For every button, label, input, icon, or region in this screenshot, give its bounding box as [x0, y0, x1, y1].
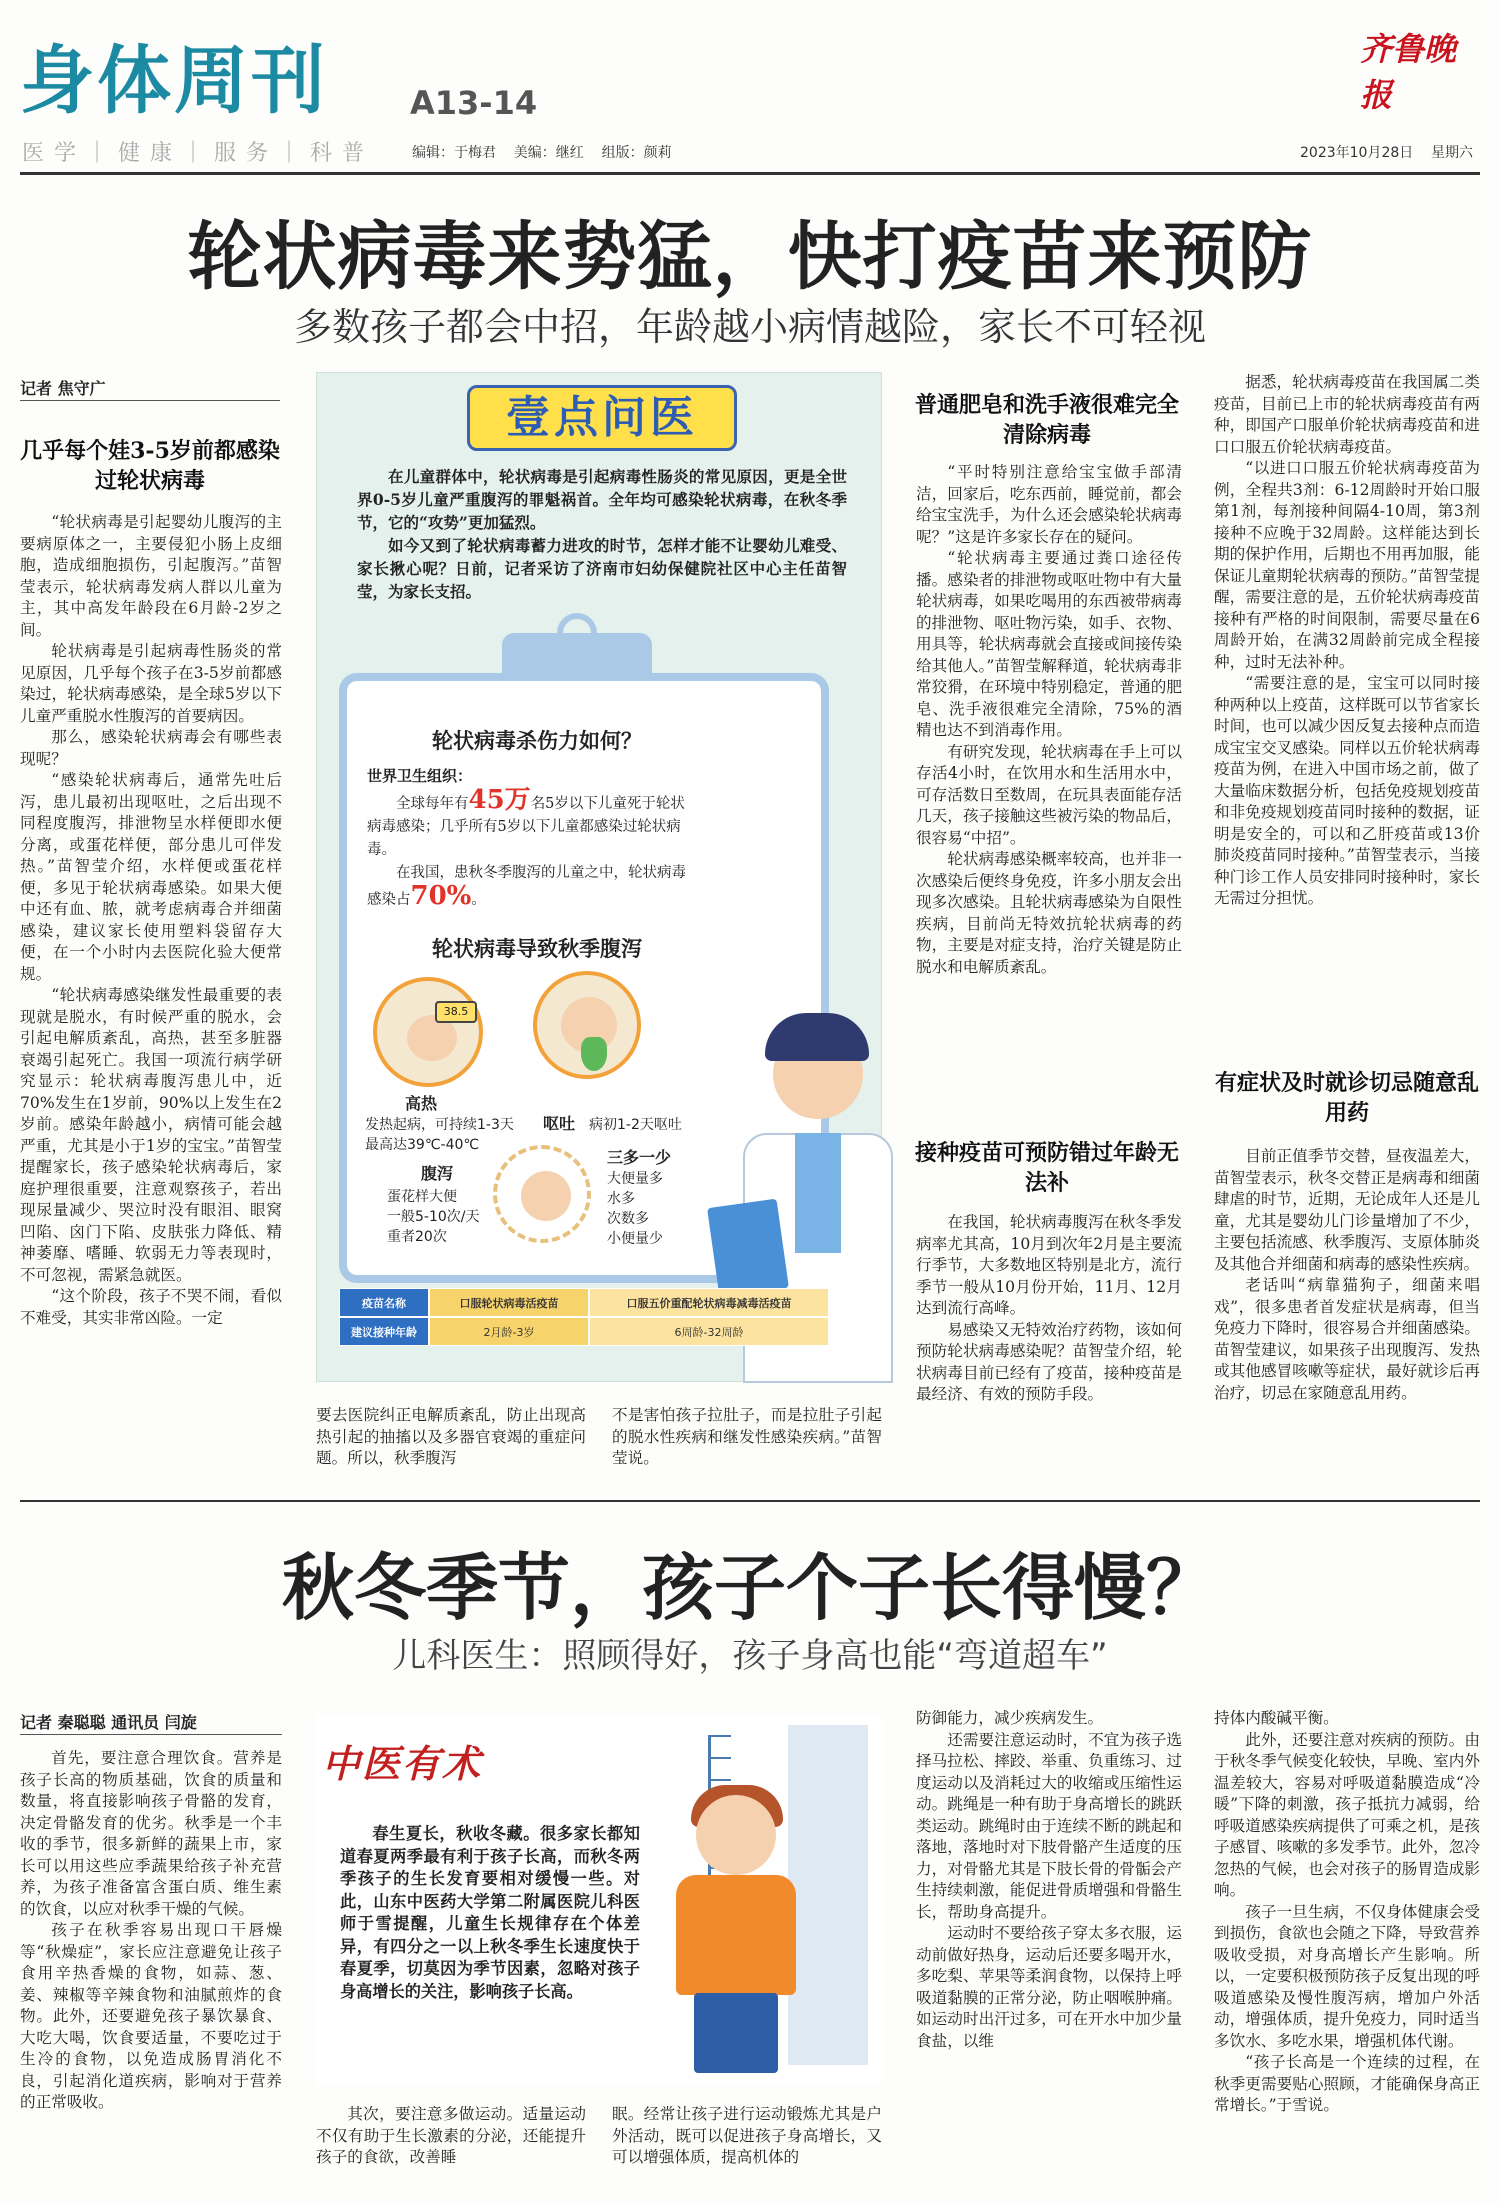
- paragraph: “以进口口服五价轮状病毒疫苗为例，全程共3剂：6-12周龄时开始口服第1剂，每剂接种间隔4-10周，第3剂接种不应晚于32周龄。这样能达到长期的保护作用，后期也不用再加服，能保证儿童期轮状病毒的预防。”苗智莹提醒，需要注意的是，五价轮状病毒疫苗接种有严格的时间限制，需要尽量在6周龄开始，在满32周龄前完成全程接种，过时无法补种。: [1214, 459, 1480, 671]
- paragraph: “需要注意的是，宝宝可以同时接种两种以上疫苗，这样既可以节省家长时间，也可以减少因反复去接种点而造成宝宝交叉感染。同样以五价轮状病毒疫苗为例，在进入中国市场之前，做了大量临床数据分析，包括免疫规划疫苗和非免疫规划疫苗同时接种的数据，证明是安全的，可以和乙肝疫苗或13价肺炎疫苗同时接种。”苗智莹表示，当接种门诊工作人员安排同时接种时，家长无需过分担忧。: [1214, 674, 1480, 907]
- newspaper-logo: 齐鲁晚报: [1360, 30, 1457, 114]
- col1-heading: 几乎每个娃3-5岁前都感染过轮状病毒: [20, 438, 280, 494]
- fever-desc: 发热起病，可持续1-3天 最高达39℃-40℃: [365, 1117, 514, 1153]
- article1-col4: [1214, 372, 1480, 1056]
- child-face-icon: [521, 1171, 571, 1221]
- paragraph: 防御能力，减少疾病发生。: [916, 1709, 1104, 1727]
- issue-date: 2023年10月28日 星期六: [1300, 145, 1474, 161]
- article1-col3: [916, 462, 1182, 1117]
- paragraph: 目前正值季节交替，昼夜温差大，苗智莹表示，秋冬交替正是病毒和细菌肆虐的时节，近期，无论成年人还是儿童，尤其是婴幼儿门诊量增加了不少，主要包括流感、秋季腹泻、支原体肺炎及其他合并细菌和病毒的感染性疾病。: [1214, 1147, 1480, 1273]
- doctor-hair-icon: [765, 1013, 869, 1061]
- table-cell: 口服轮状病毒活疫苗: [429, 1288, 589, 1317]
- section-divider: [20, 1500, 1480, 1502]
- paragraph: 孩子一旦生病，不仅身体健康会受到损伤，食欲也会随之下降，导致营养吸收受损，对身高增长产生影响。所以，一定要积极预防孩子反复出现的呼吸道感染及慢性腹泻病，增加户外活动，增强体质，提升免疫力，同时适当多饮水、多吃水果，增强机体代谢。: [1214, 1902, 1480, 2050]
- tcm-intro: [340, 1823, 640, 2003]
- diarrhea-desc: 蛋花样大便 一般5-10次/天 重者20次: [387, 1189, 480, 1245]
- article1-col3b: [916, 1212, 1182, 1482]
- infographic-intro: [357, 465, 847, 603]
- paragraph: 此外，还要注意对疾病的预防。由于秋冬季气候变化较快，早晚、室内外温差较大，容易对呼吸道黏膜造成“冷暖”下降的刺激，孩子抵抗力减弱，给呼吸道感染疾病提供了可乘之机，是孩子感冒、咳嗽的多发季节。此外，忽冷忽热的气候，也会对孩子的肠胃造成影响。: [1214, 1730, 1480, 1899]
- byline-rule: [20, 1734, 282, 1735]
- vomit-desc: 病初1-2天呕吐: [589, 1117, 682, 1133]
- paragraph: 孩子在秋季容易出现口干唇燥等“秋燥症”，家长应注意避免让孩子食用辛热香燥的食物，如蒜、葱、姜、辣椒等辛辣食物和油腻煎炸的食物。此外，还要避免孩子暴饮暴食、大吃大喝，饮食要适量，不要吃过于生冷的食物，以免造成肠胃消化不良，引起消化道疾病，影响对于营养的正常吸收。: [20, 1921, 282, 2111]
- table-cell: 疫苗名称: [339, 1288, 429, 1317]
- fever-label: 高热: [405, 1094, 438, 1113]
- col3-heading2: 接种疫苗可预防错过年龄无法补: [914, 1140, 1179, 1196]
- col3-heading: 普通肥皂和洗手液很难完全清除病毒: [914, 392, 1179, 448]
- paragraph: 持体内酸碱平衡。: [1214, 1709, 1339, 1727]
- diarrhea-illustration: [493, 1145, 591, 1243]
- article1-headline: 轮状病毒来势猛，快打疫苗来预防: [187, 214, 1313, 300]
- paragraph: 其次，要注意多做运动。适量运动不仅有助于生长激素的分泌，还能提升孩子的食欲，改善睡: [316, 2105, 586, 2166]
- paragraph: 轮状病毒感染概率较高，也并非一次感染后便终身免疫，许多小朋友会出现多次感染。且轮状病毒感染为自限性疾病，目前尚无特效抗轮状病毒的药物，主要是对症支持，治疗关键是防止脱水和电解质紊乱。: [916, 850, 1182, 976]
- paragraph: 那么，感染轮状病毒会有哪些表现呢？: [20, 728, 282, 768]
- boy-legs-icon: [694, 1993, 778, 2073]
- diarrhea-label: 腹泻: [421, 1164, 454, 1183]
- clipboard-icon: [707, 1199, 789, 1298]
- doctor-shirt-icon: [795, 1133, 841, 1253]
- paragraph: 春生夏长，秋收冬藏。很多家长都知道春夏两季最有利于孩子长高，而秋冬两季孩子的生长发育要相对缓慢一些。对此，山东中医药大学第二附属医院儿科医师于雪提醒，儿童生长规律存在个体差异，有四分之一以上秋冬季生长速度快于春夏季，切莫因为季节因素，忽略对孩子身高增长的关注，影响孩子长高。: [340, 1824, 640, 2001]
- article1-cont3: [612, 1405, 882, 1477]
- section-tagline: 医学｜健康｜服务｜科普: [22, 141, 375, 166]
- col4-heading: 有症状及时就诊切忌随意乱用药: [1214, 1070, 1479, 1126]
- tcm-logo: 中医有术: [322, 1741, 483, 1786]
- paragraph: 运动时不要给孩子穿太多衣服，运动前做好热身，运动后还要多喝开水，多吃梨、苹果等柔润食物，以保持上呼吸道黏膜的正常分泌，防止咽喉肿痛。如运动时出汗过多，可在开水中加少量食盐，以维: [916, 1924, 1182, 2050]
- article2-cont2: [316, 2104, 586, 2194]
- article2-byline: 记者 秦聪聪 通讯员 闫旋: [20, 1713, 197, 1732]
- paragraph: “感染轮状病毒后，通常先吐后泻，患儿最初出现呕吐，之后出现不同程度腹泻，排泄物呈水样便即水便分离，或蛋花样便，部分患儿可伴发热。”苗智莹介绍，水样便或蛋花样便，多见于轮状病毒感染。如果大便中还有血、脓，就考虑病毒合并细菌感染，建议家长使用塑料袋留存大便，在一个小时内去医院化验大便常规。: [20, 771, 282, 983]
- vomit-icon: [581, 1037, 607, 1071]
- byline-rule: [20, 400, 280, 401]
- masthead: [20, 14, 1480, 164]
- article1-col4b: [1214, 1146, 1480, 1480]
- tcm-feature: [316, 1715, 882, 2085]
- table-cell: 2月龄-3岁: [429, 1317, 589, 1346]
- article2-headline: 秋冬季节，孩子个子长得慢？: [281, 1545, 1218, 1630]
- paragraph: 在儿童群体中，轮状病毒是引起病毒性肠炎的常见原因，更是全世界0-5岁儿童严重腹泻的罪魁祸首。全年均可感染轮状病毒，在秋冬季节，它的“攻势”更加猛烈。: [357, 467, 847, 532]
- three-more-desc: 大便量多 水多 次数多 小便量少: [607, 1171, 663, 1247]
- stat-percent: 70%: [410, 881, 472, 911]
- paragraph: 不是害怕孩子拉肚子，而是拉肚子引起的脱水性疾病和继发性感染疾病。”苗智莹说。: [612, 1406, 882, 1467]
- table-cell: 6周龄-32周龄: [589, 1317, 829, 1346]
- paragraph: 眠。经常让孩子进行运动锻炼尤其是户外活动，既可以促进孩子身高增长，又可以增强体质，提高机体的: [612, 2105, 882, 2166]
- who-label: 世界卫生组织：: [367, 767, 473, 785]
- table-row: [339, 1288, 829, 1317]
- vomit-illustration: [533, 971, 641, 1079]
- page-number: A13-14: [410, 84, 538, 122]
- article2-col3: [916, 1708, 1182, 2194]
- paragraph: 有研究发现，轮状病毒在手上可以存活4小时，在饮用水和生活用水中，可存活数日至数周，在玩具表面能存活几天，孩子接触这些被污染的物品后，很容易“中招”。: [916, 742, 1182, 847]
- article1-col1: [20, 512, 282, 1475]
- three-more-label: 三多一少: [607, 1148, 672, 1167]
- question-heading: 轮状病毒杀伤力如何？: [432, 728, 642, 753]
- article1-cont2: [316, 1405, 586, 1477]
- article2-cont3: [612, 2104, 882, 2194]
- paragraph: 如今又到了轮状病毒蓄力进攻的时节，怎样才能不让婴幼儿难受、家长揪心呢？日前，记者采访了济南市妇幼保健院社区中心主任苗智莹，为家长支招。: [357, 536, 847, 601]
- stat-number: 45万: [468, 785, 531, 815]
- who-stats: 全球每年有45万名5岁以下儿童死于轮状病毒感染；几乎所有5岁以下儿童都感染过轮状病毒。 在我国，患秋冬季腹泻的儿童之中，轮状病毒感染占70%。: [367, 785, 686, 911]
- paragraph: “轮状病毒感染继发性最重要的表现就是脱水，有时候严重的脱水，会引起电解质紊乱，高热，甚至多脏器衰竭引起死亡。我国一项流行病学研究显示：轮状病毒腹泻患儿中，近70%发生在1岁前，90%以上发生在2岁前。感染年龄越小，病情可能会越严重，尤其是小于1岁的宝宝。”苗智莹提醒家长，孩子感染轮状病毒后，家庭护理很重要，注意观察孩子，若出现尿量减少、哭泣时没有眼泪、眼窝凹陷、囟门下陷、皮肤张力降低、精神萎靡、嗜睡、软弱无力等表现时，不可忽视，需紧急就医。: [20, 986, 282, 1284]
- article1-byline: 记者 焦守广: [20, 379, 106, 398]
- paragraph: “轮状病毒主要通过粪口途径传播。感染者的排泄物或呕吐物中有大量轮状病毒，如果吃喝用的东西被带病毒的排泄物、呕吐物污染，如手、衣物、用具等，轮状病毒就会直接或间接传染给其他人。”苗智莹解释道，轮状病毒非常狡猾，在环境中特别稳定，普通的肥皂、洗手液很难完全清除，75%的酒精也达不到消毒作用。: [916, 549, 1182, 739]
- article2-subheadline: 儿科医生：照顾得好，孩子身高也能“弯道超车”: [392, 1636, 1108, 1676]
- boy-shirt-icon: [676, 1875, 796, 1995]
- editors-line: 编辑：于梅君 美编：继红 组版：颜莉: [412, 145, 672, 161]
- paragraph: “这个阶段，孩子不哭不闹，看似不难受，其实非常凶险。一定: [20, 1287, 282, 1327]
- table-cell: 口服五价重配轮状病毒减毒活疫苗: [589, 1288, 829, 1317]
- vaccine-table: [339, 1288, 829, 1346]
- infographic-panel: [316, 372, 882, 1382]
- paragraph: 轮状病毒是引起病毒性肠炎的常见原因，几乎每个孩子在3-5岁前都感染过，轮状病毒感染，是全球5岁以下儿童严重脱水性腹泻的首要病因。: [20, 642, 282, 725]
- vomit-label: 呕吐: [543, 1114, 576, 1133]
- paragraph: “平时特别注意给宝宝做手部清洁，回家后，吃东西前，睡觉前，都会给宝宝洗手，为什么还会感染轮状病毒呢？”这是许多家长存在的疑问。: [916, 463, 1182, 546]
- table-row: [339, 1317, 829, 1346]
- paragraph: 在我国，轮状病毒腹泻在秋冬季发病率尤其高，10月到次年2月是主要流行季节，大多数地区特别是北方，流行季节一般从10月份开始，11月、12月达到流行高峰。: [916, 1213, 1182, 1317]
- paragraph: 要去医院纠正电解质紊乱，防止出现高热引起的抽搐以及多器官衰竭的重症问题。所以，秋季腹泻: [316, 1406, 586, 1467]
- article2-col4: [1214, 1708, 1480, 2194]
- paragraph: “轮状病毒是引起婴幼儿腹泻的主要病原体之一，主要侵犯小肠上皮细胞，造成细胞损伤，引起腹泻。”苗智莹表示，轮状病毒发病人群以儿童为主，其中高发年龄段在6月龄-2岁之间。: [20, 513, 282, 639]
- paragraph: 首先，要注意合理饮食。营养是孩子长高的物质基础，饮食的质量和数量，将直接影响孩子骨骼的发育，决定骨骼发育的优劣。秋季是一个丰收的季节，很多新鲜的蔬果上市，家长可以用这些应季蔬果给孩子补充营养，为孩子准备富含蛋白质、维生素的饮食，以应对秋季干燥的气候。: [20, 1749, 282, 1918]
- infographic-title: 壹点问医: [467, 385, 737, 451]
- table-cell: 建议接种年龄: [339, 1317, 429, 1346]
- article1-subheadline: 多数孩子都会中招，年龄越小病情越险，家长不可轻视: [293, 305, 1206, 349]
- paragraph: 据悉，轮状病毒疫苗在我国属二类疫苗，目前已上市的轮状病毒疫苗有两种，即国产口服单价轮状病毒疫苗和进口口服五价轮状病毒疫苗。: [1214, 373, 1480, 456]
- section-title: 身体周刊: [20, 38, 328, 124]
- symptoms-heading: 轮状病毒导致秋季腹泻: [432, 936, 642, 961]
- paragraph: 还需要注意运动时，不宜为孩子选择马拉松、摔跤、举重、负重练习、过度运动以及消耗过大的收缩或压缩性运动。跳绳是一种有助于身高增长的跳跃类运动。跳绳时由于连续不断的跳起和落地，落地时对下肢骨骼产生适度的压力，对骨骼尤其是下肢长骨的骨骺会产生持续刺激，能促进骨质增强和骨骼生长，帮助身高提升。: [916, 1730, 1182, 1921]
- paragraph: “孩子长高是一个连续的过程，在秋季更需要贴心照顾，才能确保身高正常增长。”于雪说。: [1214, 2053, 1480, 2114]
- article2-col1: [20, 1748, 282, 2188]
- paragraph: 老话叫“病靠猫狗子，细菌来唱戏”，很多患者首发症状是病毒，但当免疫力下降时，很容易合并细菌感染。苗智莹建议，如果孩子出现腹泻、发热或其他感冒咳嗽等症状，最好就诊后再治疗，切忌在家随意乱用药。: [1214, 1276, 1480, 1402]
- masthead-rule: [20, 172, 1480, 175]
- fever-illustration: [373, 977, 483, 1087]
- thermometer-icon: 38.5: [435, 1001, 477, 1023]
- paragraph: 易感染又无特效治疗药物，该如何预防轮状病毒感染呢？苗智莹介绍，轮状病毒目前已经有了疫苗，接种疫苗是最经济、有效的预防手段。: [916, 1320, 1182, 1403]
- boy-head-icon: [696, 1795, 776, 1875]
